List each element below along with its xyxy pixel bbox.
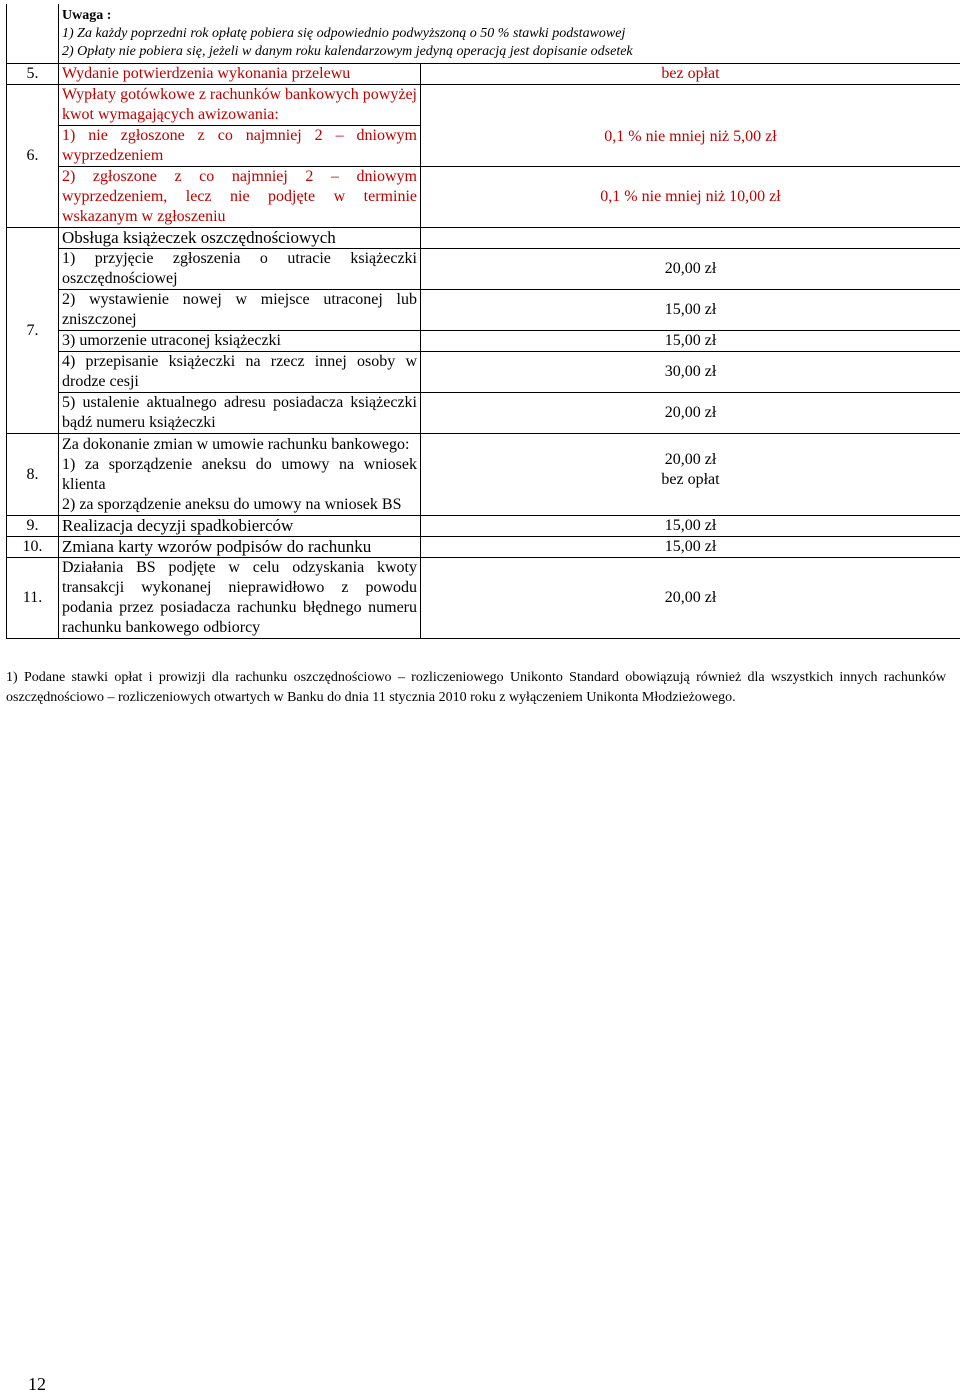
row-8-number: 8. (7, 434, 59, 516)
row-8-description-2: 1) za sporządzenie aneksu do umowy na wniosek klienta (62, 455, 417, 495)
row-11-fee: 20,00 zł (421, 558, 960, 639)
row-6-heading: Wypłaty gotówkowe z rachunków bankowych powyżej kwot wymagających awizowania: (59, 85, 421, 126)
uwaga-title: Uwaga : (62, 7, 957, 25)
row-7-item-5-fee: 20,00 zł (421, 393, 960, 434)
fees-table (6, 4, 960, 639)
row-5-description: Wydanie potwierdzenia wykonania przelewu (59, 64, 421, 85)
row-7-item-5-description: 5) ustalenie aktualnego adresu posiadacza książeczki bądź numeru książeczki (59, 393, 421, 434)
row-9-fee: 15,00 zł (421, 516, 960, 537)
row-7-item-3 (7, 331, 960, 352)
row-9-number: 9. (7, 516, 59, 537)
row-6-number: 6. (7, 85, 59, 228)
row-8-description-1: Za dokonanie zmian w umowie rachunku bankowego: (62, 435, 417, 455)
uwaga-row (7, 4, 960, 64)
row-6-head (7, 85, 960, 126)
row-11-number: 11. (7, 558, 59, 639)
row-7-item-2-description: 2) wystawienie nowej w miejsce utraconej lub zniszczonej (59, 290, 421, 331)
row-10 (7, 537, 960, 558)
row-7-head (7, 228, 960, 249)
row-7-item-3-description: 3) umorzenie utraconej książeczki (59, 331, 421, 352)
row-7-item-4 (7, 352, 960, 393)
row-9 (7, 516, 960, 537)
row-7-item-4-fee: 30,00 zł (421, 352, 960, 393)
uwaga-line-1: 1) Za każdy poprzedni rok opłatę pobiera się odpowiednio podwyższoną o 50 % stawki podstawowej (62, 25, 957, 43)
row-9-description: Realizacja decyzji spadkobierców (59, 516, 421, 537)
row-6-fee-a: 0,1 % nie mniej niż 5,00 zł (421, 85, 960, 167)
row-5 (7, 64, 960, 85)
row-7-item-1 (7, 249, 960, 290)
row-7-item-1-description: 1) przyjęcie zgłoszenia o utracie książeczki oszczędnościowej (59, 249, 421, 290)
row-8-fee-2: bez opłat (424, 470, 957, 490)
row-11-description: Działania BS podjęte w celu odzyskania kwoty transakcji wykonanej nieprawidłowo z powodu podania przez posiadacza rachunku błędnego numeru rachunku bankowego odbiorcy (59, 558, 421, 639)
row-11 (7, 558, 960, 639)
row-6-b-fee: 0,1 % nie mniej niż 10,00 zł (421, 167, 960, 228)
row-7-item-1-fee: 20,00 zł (421, 249, 960, 290)
row-8-fee-1: 20,00 zł (424, 450, 957, 470)
row-7-number: 7. (7, 228, 59, 434)
row-7-heading: Obsługa książeczek oszczędnościowych (59, 228, 421, 249)
row-5-fee: bez opłat (421, 64, 960, 85)
row-5-number: 5. (7, 64, 59, 85)
row-6-b-description: 2) zgłoszone z co najmniej 2 – dniowym wyprzedzeniem, lecz nie podjęte w terminie wskazanym w zgłoszeniu (59, 167, 421, 228)
uwaga-line-2: 2) Opłaty nie pobiera się, jeżeli w danym roku kalendarzowym jedyną operacją jest dopisanie odsetek (62, 43, 957, 61)
page-number: 12 (28, 1374, 46, 1395)
row-10-fee: 15,00 zł (421, 537, 960, 558)
row-7-item-5 (7, 393, 960, 434)
row-7-item-2 (7, 290, 960, 331)
row-6-b (7, 167, 960, 228)
row-7-item-4-description: 4) przepisanie książeczki na rzecz innej osoby w drodze cesji (59, 352, 421, 393)
row-7-item-2-fee: 15,00 zł (421, 290, 960, 331)
row-6-a-description: 1) nie zgłoszone z co najmniej 2 – dniowym wyprzedzeniem (59, 126, 421, 167)
row-10-description: Zmiana karty wzorów podpisów do rachunku (59, 537, 421, 558)
row-8 (7, 434, 960, 516)
row-10-number: 10. (7, 537, 59, 558)
row-8-description-3: 2) za sporządzenie aneksu do umowy na wniosek BS (62, 495, 417, 515)
row-7-item-3-fee: 15,00 zł (421, 331, 960, 352)
row-7-heading-fee (421, 228, 960, 249)
footnote: 1) Podane stawki opłat i prowizji dla rachunku oszczędnościowo – rozliczeniowego Unikonto Standard obowiązują również dla wszystkich innych rachunków oszczędnościowo – rozliczeniowych otwartych w Banku do dnia 11 stycznia 2010 roku z wyłączeniem Unikonta Młodzieżowego. (6, 668, 946, 708)
